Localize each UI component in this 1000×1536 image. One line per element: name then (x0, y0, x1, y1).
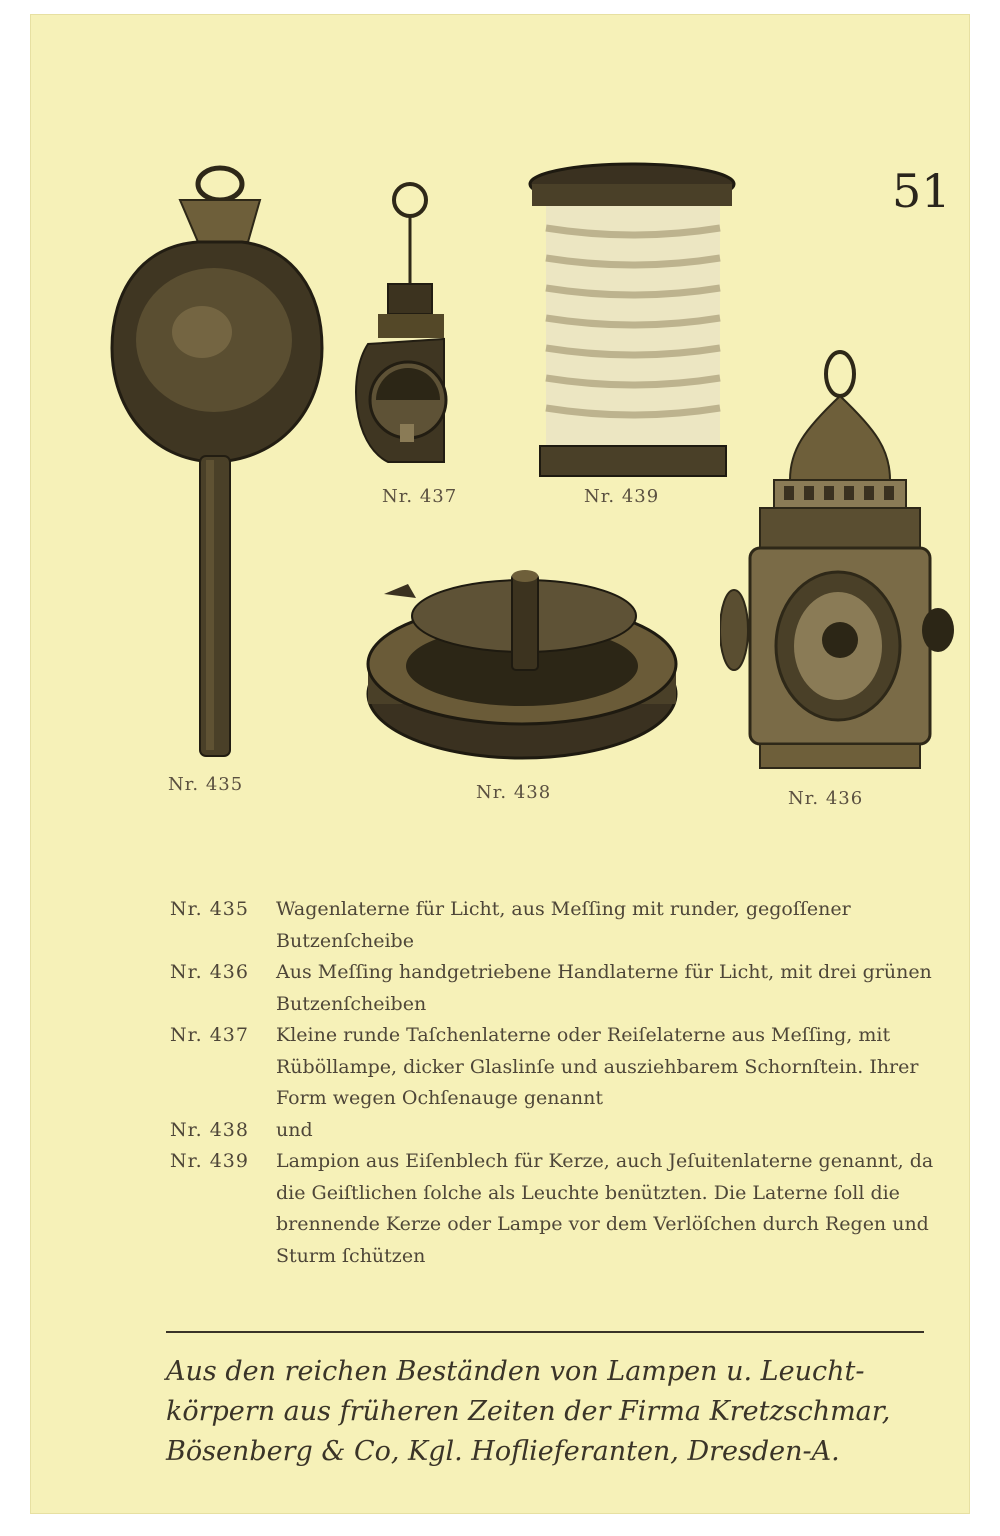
lantern-437-illustration (348, 174, 458, 484)
postcard (30, 14, 970, 1514)
caption-436: Nr. 436 (788, 788, 864, 809)
footer-imprint (166, 1352, 946, 1472)
description-number: Nr. 435 (170, 898, 249, 920)
caption-435: Nr. 435 (168, 774, 244, 795)
divider-rule (166, 1331, 924, 1333)
footer-line-1: Aus den reichen Beständen von Lampen u. Leucht- (166, 1356, 865, 1387)
lantern-438-illustration (364, 554, 680, 774)
description-number: Nr. 437 (170, 1024, 249, 1046)
description-text: und (276, 1118, 313, 1141)
caption-438: Nr. 438 (476, 782, 552, 803)
description-row-438 (170, 1115, 940, 1147)
description-number: Nr. 436 (170, 961, 249, 983)
description-text: Lampion aus Eiſenblech für Kerze, auch Jeſuitenlaterne genannt, da die Geiſtlichen ſolche als Leuchte benützten. Die Laterne ſoll die brennende Kerze oder Lampe vor dem Verlöſchen durch Regen und Sturm ſchützen (276, 1150, 934, 1267)
lantern-436-illustration (720, 340, 956, 780)
caption-439: Nr. 439 (584, 486, 660, 507)
page-number: 51 (892, 164, 951, 218)
description-row-435 (170, 894, 940, 957)
description-row-439 (170, 1146, 940, 1272)
footer-line-3: Bösenberg & Co, Kgl. Hoflieferanten, Dresden-A. (166, 1436, 840, 1467)
lantern-435-illustration (102, 160, 332, 760)
description-text: Kleine runde Taſchenlaterne oder Reiſelaterne aus Meſſing, mit Rüböllampe, dicker Glaslinſe und ausziehbarem Schornſtein. Ihrer Form wegen Ochſenauge genannt (276, 1024, 919, 1109)
description-row-436 (170, 957, 940, 1020)
description-text: Aus Meſſing handgetriebene Handlaterne für Licht, mit drei grünen Butzenſcheiben (276, 961, 932, 1015)
lampion-439-illustration (528, 158, 738, 488)
description-number: Nr. 439 (170, 1150, 249, 1172)
footer-line-2: körpern aus früheren Zeiten der Firma Kretzschmar, (166, 1396, 891, 1427)
description-number: Nr. 438 (170, 1118, 249, 1141)
description-row-437 (170, 1020, 940, 1115)
caption-437: Nr. 437 (382, 486, 458, 507)
description-list (170, 894, 940, 1272)
description-text: Wagenlaterne für Licht, aus Meſſing mit runder, gegoſſener Butzenſcheibe (276, 898, 851, 952)
